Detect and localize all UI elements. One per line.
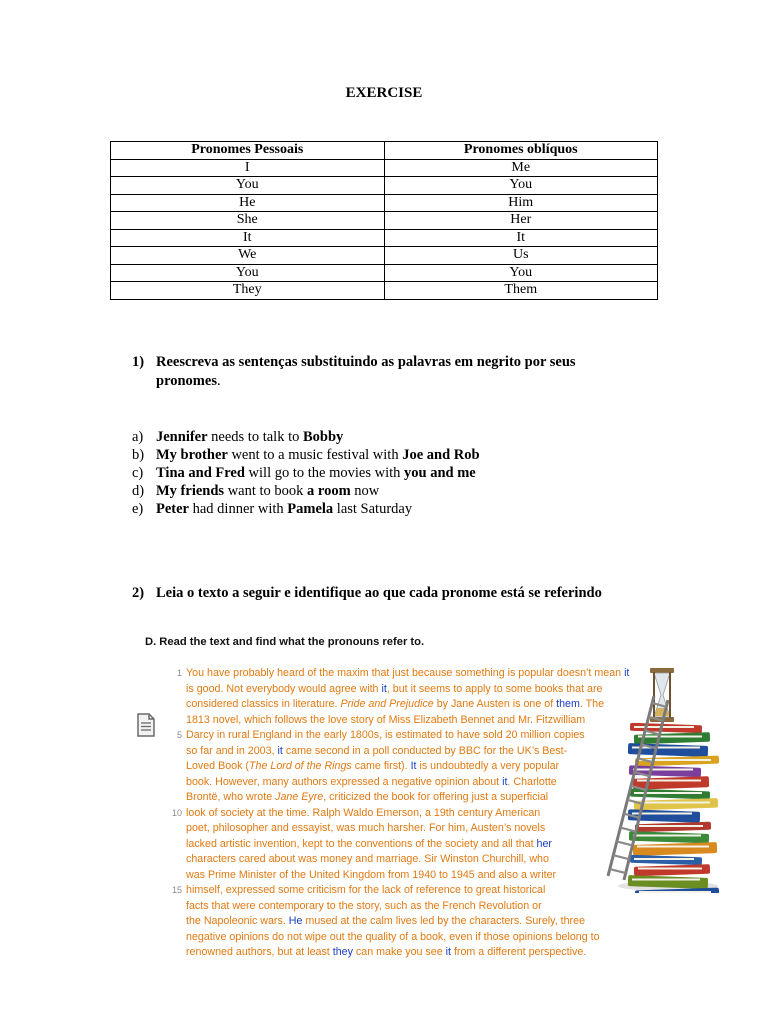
- text-segment: negative opinions do not wipe out the quality of a book, even if those opinions belong to: [186, 930, 600, 943]
- book-pages: [637, 846, 709, 848]
- pronoun-highlight: her: [536, 837, 552, 850]
- oblique-pronoun-cell: You: [384, 264, 658, 282]
- line-text: [186, 713, 585, 729]
- text-segment: Darcy in rural England in the early 1800s, is estimated to have sold 20 million copies: [186, 729, 585, 741]
- book-pages: [634, 858, 694, 860]
- pronoun-highlight: it: [277, 744, 283, 757]
- page-title: EXERCISE: [345, 85, 423, 101]
- line-number: 1: [176, 668, 182, 678]
- line-number: 10: [171, 807, 182, 818]
- line-text: [186, 899, 542, 915]
- line-text: [186, 883, 545, 899]
- sentence-bold-word: My brother: [156, 447, 228, 463]
- sentence-text: had dinner with: [189, 501, 288, 517]
- book: [633, 776, 709, 790]
- line-text: [186, 666, 629, 682]
- ladder-rung: [620, 828, 635, 832]
- document-icon: [136, 713, 156, 737]
- question-text: Leia o texto a seguir e identifique ao que cada pronome está se referindo: [156, 585, 602, 601]
- book: [634, 864, 710, 876]
- table-row: [111, 282, 658, 300]
- table-row: [111, 212, 658, 230]
- text-segment: from a different perspective.: [450, 946, 587, 958]
- personal-pronoun-cell: It: [111, 229, 385, 247]
- text-segment: You have probably heard of the maxim that just because something is popular doesn’t mean: [186, 667, 625, 679]
- text-segment: poet, philosopher and essayist, was much harsher. For him, Austen’s novels: [186, 822, 546, 834]
- books-ladder-illustration: [600, 668, 720, 893]
- ladder-rung: [617, 841, 633, 845]
- sentence-item: [132, 500, 480, 518]
- sentence-item: [132, 482, 480, 500]
- sentence-letter: d): [132, 483, 145, 499]
- text-segment: facts that were contemporary to the story, such as the French Revolution or: [186, 899, 542, 912]
- table-row: [111, 247, 658, 265]
- pronoun-highlight: He: [288, 915, 303, 927]
- book-pages: [637, 780, 701, 782]
- sentence-bold-word: a room: [307, 483, 351, 499]
- text-segment: book. However, many authors expressed a negative opinion about: [186, 775, 503, 788]
- line-text: [186, 759, 559, 775]
- pronouns-table: [110, 141, 658, 300]
- pronoun-highlight: it: [624, 667, 630, 679]
- personal-pronoun-cell: We: [111, 247, 385, 265]
- oblique-pronoun-cell: Her: [384, 212, 658, 230]
- book: [629, 765, 701, 777]
- sentence-bold-word: you and me: [404, 465, 476, 481]
- book-pages: [639, 825, 703, 827]
- text-segment: 1813 novel, which follows the love story of Miss Elizabeth Bennet and Mr. Fitzwilliam: [186, 713, 586, 726]
- line-text: [186, 868, 556, 884]
- text-segment: by Jane Austen is one of: [433, 698, 557, 710]
- table-header-row: [111, 142, 658, 160]
- personal-pronoun-cell: I: [111, 159, 385, 177]
- sentence-bold-word: Pamela: [287, 501, 334, 517]
- oblique-pronoun-cell: It: [384, 229, 658, 247]
- book-pages: [633, 769, 693, 771]
- line-text: [186, 728, 585, 744]
- book-pages: [638, 736, 702, 738]
- sentence-text: went to a music festival with: [227, 447, 403, 463]
- line-text: [186, 930, 600, 946]
- line-number: 15: [171, 885, 182, 895]
- table-row: [111, 194, 658, 212]
- question-text-body: Reescreva as sentenças substituindo as palavras em negrito por seus pronomes: [156, 354, 576, 389]
- text-segment: Brontë, who wrote: [186, 791, 276, 803]
- reading-line: [145, 930, 745, 946]
- sentence-item: [132, 428, 480, 446]
- sentence-bold-word: Bobby: [303, 429, 344, 445]
- line-text: [186, 775, 557, 791]
- sentence-text: want to book: [224, 483, 308, 499]
- question-text-end: .: [216, 373, 221, 389]
- book: [629, 831, 709, 843]
- line-text: [186, 852, 549, 868]
- question-text: [156, 353, 636, 391]
- pronoun-highlight: it: [502, 775, 508, 788]
- table-row: [111, 159, 658, 177]
- text-segment: is undoubtedly a very popular: [416, 760, 560, 772]
- book-pages: [638, 802, 710, 804]
- sentence-letter: b): [132, 447, 145, 463]
- sentence-bold-word: Jennifer: [156, 429, 208, 445]
- italic-title: The Lord of the Rings: [248, 760, 352, 772]
- table-row: [111, 177, 658, 195]
- sentence-text: now: [350, 483, 380, 499]
- text-segment: considered classics in literature.: [186, 698, 341, 710]
- line-text: [186, 837, 552, 853]
- line-text: [186, 806, 540, 822]
- book-pages: [632, 879, 700, 881]
- book-pages: [634, 726, 694, 728]
- book-pages: [633, 835, 701, 837]
- pronoun-highlight: it: [445, 946, 451, 958]
- text-segment: , but it seems to apply to some books that are: [386, 682, 603, 695]
- personal-pronoun-cell: You: [111, 264, 385, 282]
- text-segment: came first).: [351, 760, 411, 772]
- sentence-text: needs to talk to: [207, 429, 303, 445]
- book: [634, 798, 718, 810]
- line-text: [186, 821, 545, 837]
- header-oblique-pronouns: Pronomes oblíquos: [384, 142, 658, 160]
- line-text: [186, 682, 602, 698]
- text-segment: is good. Not everybody would agree with: [186, 682, 382, 695]
- book-pages: [639, 891, 711, 893]
- sentence-bold-word: Tina and Fred: [156, 465, 245, 481]
- pronouns-table-body: [111, 159, 658, 299]
- sentence-text: will go to the movies with: [244, 465, 405, 481]
- text-segment: mused at the calm lives led by the characters. Surely, three: [302, 915, 586, 927]
- line-text: [186, 744, 567, 760]
- pronoun-highlight: it: [381, 682, 387, 695]
- text-segment: came second in a poll conducted by BBC for the UK’s Best-: [282, 744, 568, 757]
- text-segment: was Prime Minister of the United Kingdom from 1940 to 1945 and also a writer: [186, 868, 557, 881]
- sentence-text: last Saturday: [333, 501, 413, 517]
- reading-line: [145, 914, 745, 930]
- text-segment: renowned authors, but at least: [186, 946, 333, 958]
- header-personal-pronouns: Pronomes Pessoais: [111, 142, 385, 160]
- personal-pronoun-cell: He: [111, 194, 385, 212]
- oblique-pronoun-cell: Them: [384, 282, 658, 300]
- pronoun-highlight: It: [410, 760, 417, 772]
- ladder-rung: [610, 869, 626, 873]
- reading-heading: D. Read the text and find what the pronouns refer to.: [145, 636, 425, 648]
- line-text: [186, 914, 585, 930]
- text-segment: Loved Book (: [186, 760, 249, 772]
- line-number: 5: [176, 730, 182, 740]
- table-row: [111, 264, 658, 282]
- table-row: [111, 229, 658, 247]
- sentence-item: [132, 446, 480, 464]
- ladder-rung: [613, 855, 629, 859]
- text-segment: lacked artistic invention, kept to the conventions of the society and all that: [186, 837, 537, 850]
- italic-title: Pride and Prejudice: [340, 698, 434, 710]
- oblique-pronoun-cell: Me: [384, 159, 658, 177]
- personal-pronoun-cell: They: [111, 282, 385, 300]
- question-number: 2): [132, 585, 145, 601]
- sentence-list: [132, 428, 480, 518]
- italic-title: Jane Eyre: [275, 791, 324, 803]
- text-segment: the Napoleonic wars.: [186, 915, 289, 927]
- text-segment: look of society at the time. Ralph Waldo Emerson, a 19th century American: [186, 806, 541, 819]
- line-text: [186, 697, 604, 713]
- text-segment: . The: [579, 698, 605, 710]
- sentence-letter: e): [132, 501, 144, 517]
- text-segment: , criticized the book for offering just a superficial: [323, 791, 549, 803]
- sentence-bold-word: My friends: [156, 483, 225, 499]
- text-segment: himself, expressed some criticism for the lack of reference to great historical: [186, 884, 546, 896]
- line-text: [186, 790, 548, 806]
- question-number: 1): [132, 354, 145, 370]
- pronoun-highlight: them: [556, 698, 580, 710]
- oblique-pronoun-cell: You: [384, 177, 658, 195]
- text-segment: so far and in 2003,: [186, 744, 278, 757]
- personal-pronoun-cell: You: [111, 177, 385, 195]
- book: [633, 842, 717, 856]
- text-segment: . Charlotte: [507, 775, 557, 788]
- book-pages: [638, 868, 702, 870]
- oblique-pronoun-cell: Us: [384, 247, 658, 265]
- sentence-letter: c): [132, 465, 144, 481]
- line-text: [186, 945, 586, 961]
- sentence-bold-word: Peter: [156, 501, 189, 517]
- sentence-bold-word: Joe and Rob: [402, 447, 480, 463]
- sentence-item: [132, 464, 480, 482]
- personal-pronoun-cell: She: [111, 212, 385, 230]
- reading-line: [145, 899, 745, 915]
- oblique-pronoun-cell: Him: [384, 194, 658, 212]
- text-segment: can make you see: [352, 946, 446, 958]
- text-segment: characters cared about was money and marriage. Sir Winston Churchill, who: [186, 853, 549, 865]
- reading-line: [145, 945, 745, 961]
- sentence-letter: a): [132, 429, 144, 445]
- pronoun-highlight: they: [332, 946, 353, 958]
